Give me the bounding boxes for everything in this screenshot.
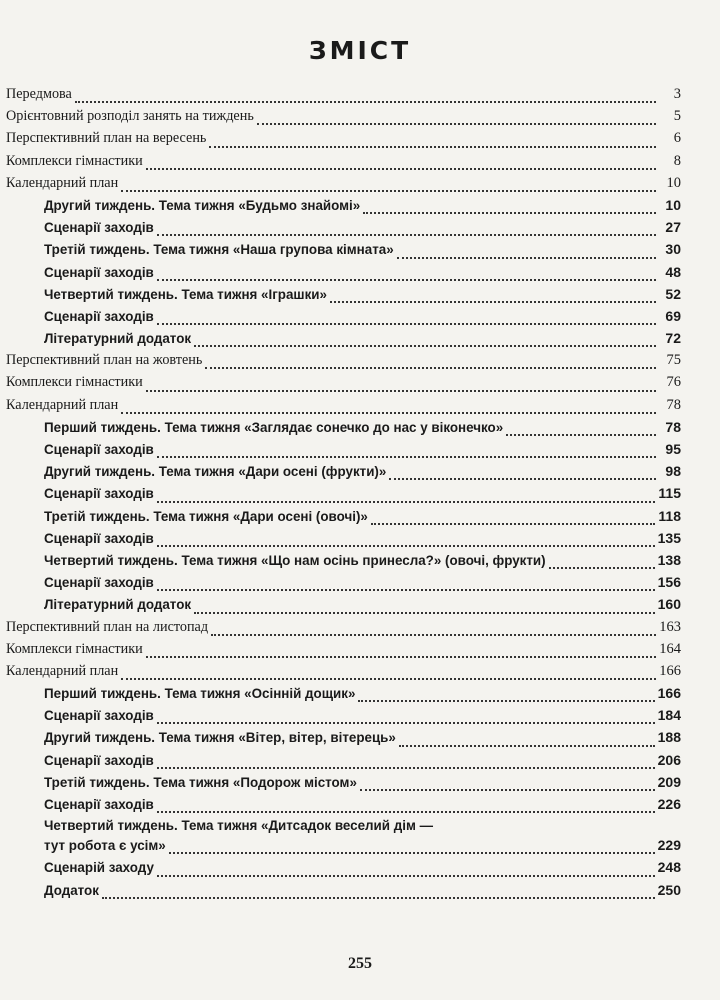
toc-entry: [6, 108, 681, 130]
dot-leader: [358, 700, 654, 702]
toc-entry: [6, 796, 681, 818]
toc-entry: [6, 530, 681, 552]
dot-leader: [157, 323, 656, 325]
toc-entry-page: 160: [657, 596, 681, 613]
dot-leader: [75, 101, 656, 103]
toc-entry-title: Другий тиждень. Тема тижня «Будьмо знайомі»: [44, 197, 361, 213]
dot-leader: [146, 390, 656, 392]
toc-entry-page: 184: [657, 707, 681, 724]
toc-entry: [6, 859, 681, 881]
toc-entry-page: 229: [657, 837, 681, 854]
toc-entry: [6, 330, 681, 352]
toc-entry-page: 78: [665, 418, 681, 435]
dot-leader: [549, 567, 655, 569]
dot-leader: [330, 301, 656, 303]
dot-leader: [257, 123, 656, 125]
toc-entry: [6, 374, 681, 396]
toc-entry: [6, 729, 681, 751]
dot-leader: [146, 168, 656, 170]
toc-entry: [6, 818, 681, 837]
page-title: ЗМІСТ: [308, 36, 412, 65]
toc-entry: [6, 175, 681, 197]
toc-entry-title: Комплекси гімнастики: [6, 374, 143, 391]
toc-entry-page: 115: [658, 485, 681, 502]
toc-entry-title: Календарний план: [6, 662, 119, 679]
toc-entry-page: 10: [665, 196, 681, 213]
dot-leader: [157, 722, 655, 724]
toc-entry: [6, 441, 681, 463]
dot-leader: [121, 190, 656, 192]
toc-entry-page: 164: [659, 640, 681, 657]
toc-entry: [6, 574, 681, 596]
toc-entry-title: Сценарії заходів: [44, 752, 154, 768]
toc-entry-title: Сценарії заходів: [44, 220, 154, 236]
dot-leader: [146, 656, 656, 658]
toc-entry-page: 69: [665, 307, 681, 324]
toc-entry-title: Сценарії заходів: [44, 797, 154, 812]
toc-entry-title: Четвертий тиждень. Тема тижня «Що нам осінь принесла?» (овочі, фрукти): [44, 552, 546, 568]
toc-entry-title: Перспективний план на вересень: [6, 130, 207, 147]
dot-leader: [157, 811, 655, 813]
dot-leader: [121, 678, 656, 680]
toc-entry: [6, 397, 681, 419]
toc-entry-page: 248: [657, 859, 681, 876]
dot-leader: [205, 367, 656, 369]
dot-leader: [157, 545, 655, 547]
toc-entry: [6, 130, 681, 152]
toc-entry-title: Літературний додаток: [44, 331, 192, 347]
toc-entry-page: 156: [657, 574, 681, 591]
toc-entry-page: 95: [665, 441, 681, 457]
toc-entry-page: 209: [657, 773, 681, 790]
toc-entry-page: 250: [657, 881, 681, 898]
toc-entry: [6, 552, 681, 574]
toc-entry-title: Літературний додаток: [44, 597, 192, 613]
dot-leader: [211, 634, 656, 636]
dot-leader: [389, 478, 656, 480]
toc-entry-title: Сценарії заходів: [44, 530, 154, 546]
toc-entry-page: 118: [658, 507, 681, 524]
toc-entry-title: Календарний план: [6, 174, 119, 191]
toc-entry-page: 206: [657, 751, 681, 768]
dot-leader: [121, 412, 656, 414]
toc-entry: [6, 153, 681, 175]
toc-entry-title: Другий тиждень. Тема тижня «Вітер, вітер, вітерець»: [44, 730, 396, 746]
toc-entry: [6, 752, 681, 774]
toc-entry-title: Перший тиждень. Тема тижня «Заглядає сонечко до нас у віконечко»: [44, 419, 504, 435]
toc-entry-page: 3: [673, 86, 681, 102]
dot-leader: [157, 875, 655, 877]
toc-entry-page: 188: [657, 729, 681, 746]
toc-entry-page: 163: [659, 618, 681, 635]
toc-entry: [6, 837, 681, 859]
toc-entry-title: Сценарії заходів: [44, 264, 154, 280]
toc-entry-title: Календарний план: [6, 396, 119, 413]
toc-entry-page: 166: [659, 662, 681, 679]
toc-entry-page: 78: [666, 396, 681, 413]
toc-entry: [6, 485, 681, 507]
toc-entry-title: Третій тиждень. Тема тижня «Дари осені (овочі)»: [44, 508, 368, 524]
toc-entry-page: 166: [657, 685, 681, 702]
toc-entry-title: Перший тиждень. Тема тижня «Осінній дощик»: [44, 686, 356, 702]
toc-entry: [6, 219, 681, 241]
toc-entry-title: Перспективний план на листопад: [6, 618, 209, 635]
dot-leader: [506, 434, 656, 436]
toc-entry-title: Комплекси гімнастики: [6, 640, 143, 657]
dot-leader: [157, 234, 656, 236]
toc-entry-title: Сценарії заходів: [44, 308, 154, 324]
toc-entry-page: 135: [657, 529, 681, 546]
toc-entry-page: 6: [673, 130, 681, 147]
toc-entry-page: 30: [665, 241, 681, 258]
toc-entry: [6, 463, 681, 485]
toc-entry-title: Додаток: [44, 882, 99, 898]
toc-entry-page: 98: [665, 463, 681, 480]
toc-entry-page: 10: [666, 174, 681, 191]
toc-entry-title: Сценарії заходів: [44, 442, 154, 457]
dot-leader: [363, 212, 656, 214]
toc-entry: [6, 685, 681, 707]
dot-leader: [399, 745, 655, 747]
toc-entry-title: Сценарії заходів: [44, 575, 154, 591]
toc-entry: [6, 707, 681, 729]
toc-entry: [6, 419, 681, 441]
toc-entry: [6, 508, 681, 530]
toc-entry-page: 138: [657, 551, 681, 568]
toc-entry: [6, 286, 681, 308]
toc-entry-page: 48: [665, 263, 681, 280]
dot-leader: [194, 345, 656, 347]
toc-entry-title: Четвертий тиждень. Тема тижня «Іграшки»: [44, 286, 327, 302]
toc-entry: [6, 197, 681, 219]
toc-entry: [6, 663, 681, 685]
toc-entry-page: 27: [665, 219, 681, 236]
toc-entry-title: Передмова: [6, 86, 72, 102]
dot-leader: [157, 589, 655, 591]
toc-entry-page: 72: [665, 330, 681, 347]
toc-entry-title: тут робота є усім»: [44, 838, 166, 854]
table-of-contents: [6, 86, 681, 904]
dot-leader: [169, 852, 655, 854]
dot-leader: [157, 456, 656, 458]
toc-entry: [6, 241, 681, 263]
dot-leader: [157, 767, 655, 769]
toc-entry-page: 76: [666, 374, 681, 391]
toc-entry: [6, 882, 681, 904]
toc-entry-page: 226: [657, 796, 681, 812]
toc-entry-page: 75: [666, 352, 681, 369]
toc-entry-title: Третій тиждень. Тема тижня «Наша групова кімната»: [44, 242, 394, 258]
toc-entry: [6, 308, 681, 330]
toc-entry: [6, 352, 681, 374]
dot-leader: [371, 523, 656, 525]
dot-leader: [209, 146, 656, 148]
toc-entry-title: Третій тиждень. Тема тижня «Подорож містом»: [44, 774, 357, 790]
page-number: 255: [348, 955, 372, 972]
toc-entry-title: Другий тиждень. Тема тижня «Дари осені (фрукти)»: [44, 464, 387, 480]
dot-leader: [157, 279, 656, 281]
toc-entry-page: 8: [673, 152, 681, 169]
toc-entry: [6, 774, 681, 796]
dot-leader: [102, 897, 655, 899]
toc-entry-title: Перспективний план на жовтень: [6, 352, 203, 369]
toc-entry-title: Сценарії заходів: [44, 486, 154, 502]
toc-entry-title: Комплекси гімнастики: [6, 152, 143, 169]
toc-entry-title: Сценарії заходів: [44, 708, 154, 724]
toc-entry-page: 5: [673, 108, 681, 125]
toc-entry-title: Орієнтовний розподіл занять на тиждень: [6, 108, 254, 125]
toc-entry: [6, 641, 681, 663]
toc-entry-title: Сценарій заходу: [44, 860, 154, 876]
dot-leader: [397, 257, 656, 259]
toc-entry-title: Четвертий тиждень. Тема тижня «Дитсадок веселий дім —: [44, 818, 433, 834]
dot-leader: [194, 612, 655, 614]
dot-leader: [157, 501, 656, 503]
dot-leader: [360, 789, 655, 791]
toc-entry: [6, 619, 681, 641]
toc-entry: [6, 86, 681, 108]
toc-entry-page: 52: [665, 285, 681, 302]
toc-entry: [6, 264, 681, 286]
toc-entry: [6, 596, 681, 618]
